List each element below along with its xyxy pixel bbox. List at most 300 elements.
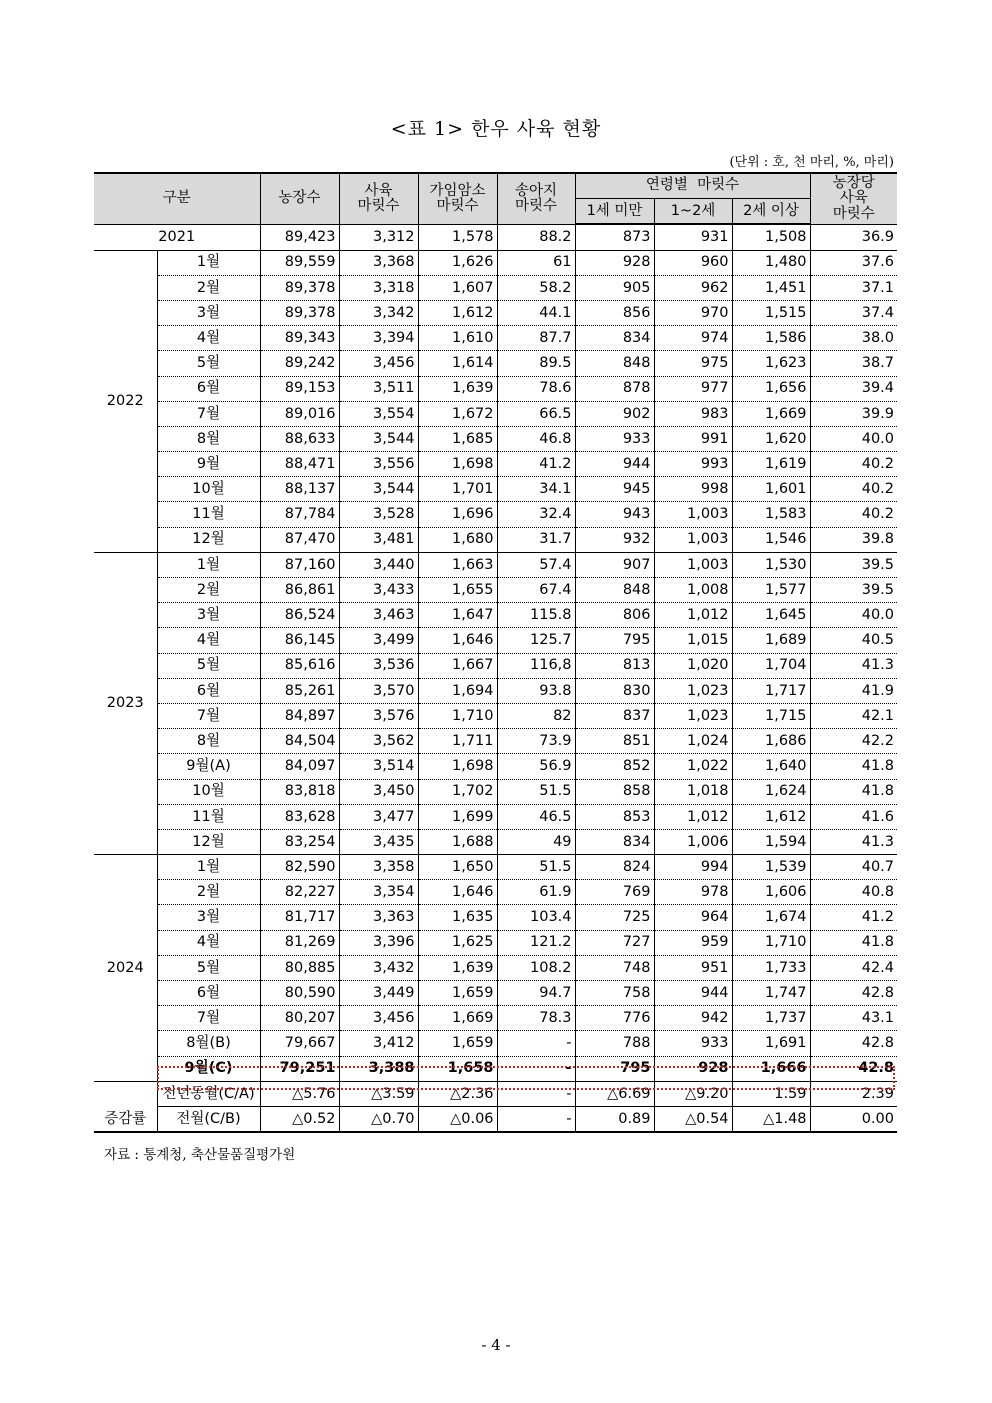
- value-cell: 79,251: [260, 1056, 339, 1081]
- value-cell: 1,606: [732, 880, 810, 905]
- header-farms: 농장수: [260, 173, 339, 224]
- value-cell: 991: [654, 426, 732, 451]
- value-cell: 1,577: [732, 578, 810, 603]
- value-cell: 41.2: [810, 905, 897, 930]
- value-cell: 776: [575, 1006, 654, 1031]
- value-cell: 93.8: [497, 678, 575, 703]
- value-cell: 1,659: [418, 1031, 497, 1056]
- header-by-age: 연령별 마릿수: [575, 173, 810, 199]
- value-cell: 1,737: [732, 1006, 810, 1031]
- value-cell: 3,363: [339, 905, 418, 930]
- value-cell: 1,578: [418, 224, 497, 250]
- value-cell: 1,539: [732, 855, 810, 880]
- value-cell: 81,717: [260, 905, 339, 930]
- value-cell: 1,694: [418, 678, 497, 703]
- value-cell: 94.7: [497, 981, 575, 1006]
- table-row: [94, 224, 897, 250]
- table-row: [94, 930, 897, 955]
- month-cell: 3월: [157, 603, 260, 628]
- value-cell: 975: [654, 351, 732, 376]
- value-cell: 1,699: [418, 804, 497, 829]
- value-cell: 1,546: [732, 527, 810, 552]
- table-row: [94, 351, 897, 376]
- value-cell: 1,620: [732, 426, 810, 451]
- value-cell: 1,698: [418, 452, 497, 477]
- table-row: [94, 1081, 897, 1106]
- table-row: [94, 955, 897, 980]
- change-label-cell: 증감률: [94, 1106, 157, 1132]
- value-cell: 73.9: [497, 729, 575, 754]
- value-cell: 3,456: [339, 351, 418, 376]
- value-cell: 86,145: [260, 628, 339, 653]
- value-cell: 58.2: [497, 275, 575, 300]
- value-cell: 3,396: [339, 930, 418, 955]
- value-cell: 0.89: [575, 1106, 654, 1132]
- value-cell: 1,646: [418, 628, 497, 653]
- value-cell: 66.5: [497, 401, 575, 426]
- value-cell: 1,610: [418, 326, 497, 351]
- year-cell: 2024: [94, 855, 157, 1082]
- value-cell: 1,655: [418, 578, 497, 603]
- unit-note: (단위 : 호, 천 마리, %, 마리): [729, 155, 894, 170]
- change-row-label: 전월(C/B): [157, 1106, 260, 1132]
- value-cell: 0.00: [810, 1106, 897, 1132]
- table-row: [94, 527, 897, 552]
- value-cell: 39.4: [810, 376, 897, 401]
- value-cell: 86,861: [260, 578, 339, 603]
- value-cell: 837: [575, 703, 654, 728]
- value-cell: 933: [654, 1031, 732, 1056]
- value-cell: △0.52: [260, 1106, 339, 1132]
- value-cell: 40.0: [810, 603, 897, 628]
- value-cell: 61: [497, 250, 575, 275]
- value-cell: 42.4: [810, 955, 897, 980]
- value-cell: 1,594: [732, 829, 810, 854]
- table-row: [94, 905, 897, 930]
- month-cell: 7월: [157, 1006, 260, 1031]
- value-cell: 116,8: [497, 653, 575, 678]
- value-cell: 1,658: [418, 1056, 497, 1081]
- value-cell: 89,423: [260, 224, 339, 250]
- value-cell: 3,544: [339, 426, 418, 451]
- value-cell: 88,471: [260, 452, 339, 477]
- table-row: [94, 829, 897, 854]
- month-cell: 3월: [157, 300, 260, 325]
- value-cell: 1,650: [418, 855, 497, 880]
- month-cell: 6월: [157, 678, 260, 703]
- value-cell: 1,614: [418, 351, 497, 376]
- year-cell: 2021: [94, 224, 260, 250]
- table-row: [94, 552, 897, 577]
- value-cell: 40.2: [810, 502, 897, 527]
- value-cell: △2.36: [418, 1081, 497, 1106]
- value-cell: 41.6: [810, 804, 897, 829]
- value-cell: 1,659: [418, 981, 497, 1006]
- value-cell: 89.5: [497, 351, 575, 376]
- value-cell: 121.2: [497, 930, 575, 955]
- value-cell: 40.0: [810, 426, 897, 451]
- table-row: [94, 250, 897, 275]
- month-cell: 1월: [157, 552, 260, 577]
- value-cell: 39.9: [810, 401, 897, 426]
- value-cell: 43.1: [810, 1006, 897, 1031]
- value-cell: 40.2: [810, 452, 897, 477]
- value-cell: 998: [654, 477, 732, 502]
- value-cell: 3,450: [339, 779, 418, 804]
- value-cell: 89,343: [260, 326, 339, 351]
- value-cell: 928: [654, 1056, 732, 1081]
- value-cell: 81,269: [260, 930, 339, 955]
- value-cell: 1,639: [418, 955, 497, 980]
- value-cell: 125.7: [497, 628, 575, 653]
- value-cell: 36.9: [810, 224, 897, 250]
- value-cell: 42.8: [810, 1031, 897, 1056]
- month-cell: 2월: [157, 275, 260, 300]
- value-cell: △0.06: [418, 1106, 497, 1132]
- value-cell: 1,733: [732, 955, 810, 980]
- value-cell: 3,312: [339, 224, 418, 250]
- value-cell: 1,583: [732, 502, 810, 527]
- value-cell: 943: [575, 502, 654, 527]
- value-cell: 974: [654, 326, 732, 351]
- month-cell: 6월: [157, 981, 260, 1006]
- value-cell: 39.8: [810, 527, 897, 552]
- value-cell: 1,646: [418, 880, 497, 905]
- value-cell: 1,674: [732, 905, 810, 930]
- value-cell: 1,685: [418, 426, 497, 451]
- value-cell: -: [497, 1031, 575, 1056]
- header-over-2: 2세 이상: [732, 199, 810, 225]
- value-cell: 758: [575, 981, 654, 1006]
- value-cell: 964: [654, 905, 732, 930]
- table-row: [94, 1056, 897, 1081]
- value-cell: 84,097: [260, 754, 339, 779]
- value-cell: 3,456: [339, 1006, 418, 1031]
- month-cell: 8월(B): [157, 1031, 260, 1056]
- value-cell: 1,018: [654, 779, 732, 804]
- value-cell: 3,388: [339, 1056, 418, 1081]
- value-cell: 3,440: [339, 552, 418, 577]
- value-cell: 1,624: [732, 779, 810, 804]
- month-cell: 3월: [157, 905, 260, 930]
- value-cell: 1,530: [732, 552, 810, 577]
- value-cell: 32.4: [497, 502, 575, 527]
- value-cell: 38.0: [810, 326, 897, 351]
- table-row: [94, 578, 897, 603]
- value-cell: 3,477: [339, 804, 418, 829]
- value-cell: 67.4: [497, 578, 575, 603]
- value-cell: 57.4: [497, 552, 575, 577]
- value-cell: 1,023: [654, 678, 732, 703]
- value-cell: 1,003: [654, 527, 732, 552]
- value-cell: 44.1: [497, 300, 575, 325]
- value-cell: 931: [654, 224, 732, 250]
- table-row: [94, 300, 897, 325]
- value-cell: 79,667: [260, 1031, 339, 1056]
- value-cell: 970: [654, 300, 732, 325]
- month-cell: 7월: [157, 401, 260, 426]
- change-label-cell: [94, 1081, 157, 1106]
- table-body: [94, 224, 897, 1132]
- value-cell: 3,556: [339, 452, 418, 477]
- value-cell: 1,640: [732, 754, 810, 779]
- value-cell: 769: [575, 880, 654, 905]
- table-row: [94, 981, 897, 1006]
- value-cell: 83,254: [260, 829, 339, 854]
- value-cell: 994: [654, 855, 732, 880]
- value-cell: 38.7: [810, 351, 897, 376]
- header-raised: [339, 173, 418, 224]
- value-cell: 41.9: [810, 678, 897, 703]
- value-cell: 1,680: [418, 527, 497, 552]
- value-cell: 1.59: [732, 1081, 810, 1106]
- month-cell: 6월: [157, 376, 260, 401]
- value-cell: 108.2: [497, 955, 575, 980]
- value-cell: △9.20: [654, 1081, 732, 1106]
- value-cell: 944: [654, 981, 732, 1006]
- value-cell: 945: [575, 477, 654, 502]
- value-cell: 725: [575, 905, 654, 930]
- value-cell: 3,481: [339, 527, 418, 552]
- value-cell: 85,261: [260, 678, 339, 703]
- value-cell: 1,639: [418, 376, 497, 401]
- value-cell: 928: [575, 250, 654, 275]
- table-row: [94, 1106, 897, 1132]
- month-cell: 5월: [157, 351, 260, 376]
- value-cell: 86,524: [260, 603, 339, 628]
- value-cell: 51.5: [497, 855, 575, 880]
- value-cell: 1,626: [418, 250, 497, 275]
- value-cell: -: [497, 1056, 575, 1081]
- value-cell: 983: [654, 401, 732, 426]
- value-cell: 3,318: [339, 275, 418, 300]
- table-row: [94, 426, 897, 451]
- value-cell: 3,536: [339, 653, 418, 678]
- value-cell: 46.5: [497, 804, 575, 829]
- value-cell: 858: [575, 779, 654, 804]
- header-raised-text: 사육 마릿수: [357, 182, 400, 214]
- value-cell: 824: [575, 855, 654, 880]
- value-cell: 87,470: [260, 527, 339, 552]
- value-cell: 1,012: [654, 804, 732, 829]
- value-cell: 88.2: [497, 224, 575, 250]
- hanwoo-table: [94, 172, 897, 1133]
- value-cell: 942: [654, 1006, 732, 1031]
- value-cell: 82,590: [260, 855, 339, 880]
- table-row: [94, 703, 897, 728]
- value-cell: -: [497, 1106, 575, 1132]
- table-row: [94, 401, 897, 426]
- value-cell: 3,499: [339, 628, 418, 653]
- month-cell: 9월(A): [157, 754, 260, 779]
- value-cell: 34.1: [497, 477, 575, 502]
- month-cell: 11월: [157, 804, 260, 829]
- value-cell: 89,242: [260, 351, 339, 376]
- value-cell: 80,207: [260, 1006, 339, 1031]
- month-cell: 2월: [157, 880, 260, 905]
- value-cell: 993: [654, 452, 732, 477]
- month-cell: 8월: [157, 426, 260, 451]
- table-row: [94, 855, 897, 880]
- value-cell: △1.48: [732, 1106, 810, 1132]
- table-row: [94, 502, 897, 527]
- value-cell: 41.8: [810, 930, 897, 955]
- value-cell: 40.8: [810, 880, 897, 905]
- value-cell: 1,586: [732, 326, 810, 351]
- value-cell: 3,463: [339, 603, 418, 628]
- value-cell: 3,528: [339, 502, 418, 527]
- value-cell: 42.1: [810, 703, 897, 728]
- value-cell: 56.9: [497, 754, 575, 779]
- table-row: [94, 804, 897, 829]
- value-cell: 1,024: [654, 729, 732, 754]
- value-cell: 37.1: [810, 275, 897, 300]
- value-cell: 830: [575, 678, 654, 703]
- value-cell: 1,619: [732, 452, 810, 477]
- value-cell: 1,006: [654, 829, 732, 854]
- value-cell: 3,433: [339, 578, 418, 603]
- value-cell: 83,628: [260, 804, 339, 829]
- value-cell: 960: [654, 250, 732, 275]
- value-cell: 42.8: [810, 981, 897, 1006]
- value-cell: 902: [575, 401, 654, 426]
- value-cell: 1,666: [732, 1056, 810, 1081]
- source-note: 자료 : 통계청, 축산물품질평가원: [104, 1147, 296, 1163]
- value-cell: 41.3: [810, 653, 897, 678]
- value-cell: 41.3: [810, 829, 897, 854]
- month-cell: 8월: [157, 729, 260, 754]
- value-cell: 82: [497, 703, 575, 728]
- value-cell: 1,012: [654, 603, 732, 628]
- value-cell: 3,554: [339, 401, 418, 426]
- value-cell: 848: [575, 351, 654, 376]
- value-cell: 1,715: [732, 703, 810, 728]
- value-cell: 1,515: [732, 300, 810, 325]
- value-cell: △3.59: [339, 1081, 418, 1106]
- value-cell: 878: [575, 376, 654, 401]
- table-row: [94, 779, 897, 804]
- value-cell: 3,449: [339, 981, 418, 1006]
- table-title: <표 1> 한우 사육 현황: [390, 118, 602, 140]
- value-cell: 727: [575, 930, 654, 955]
- value-cell: 1,667: [418, 653, 497, 678]
- value-cell: 1,701: [418, 477, 497, 502]
- value-cell: 1,717: [732, 678, 810, 703]
- table-row: [94, 1031, 897, 1056]
- value-cell: 103.4: [497, 905, 575, 930]
- value-cell: 795: [575, 628, 654, 653]
- value-cell: 1,672: [418, 401, 497, 426]
- value-cell: 2.39: [810, 1081, 897, 1106]
- value-cell: 1,020: [654, 653, 732, 678]
- value-cell: 3,435: [339, 829, 418, 854]
- value-cell: 932: [575, 527, 654, 552]
- table-row: [94, 275, 897, 300]
- value-cell: 1,686: [732, 729, 810, 754]
- value-cell: 82,227: [260, 880, 339, 905]
- value-cell: 1,023: [654, 703, 732, 728]
- table-row: [94, 326, 897, 351]
- year-cell: 2022: [94, 250, 157, 552]
- value-cell: 87,784: [260, 502, 339, 527]
- header-calves-text: 송아지 마릿수: [515, 182, 558, 214]
- value-cell: 78.6: [497, 376, 575, 401]
- table-row: [94, 880, 897, 905]
- value-cell: 51.5: [497, 779, 575, 804]
- value-cell: 1,689: [732, 628, 810, 653]
- value-cell: 1,003: [654, 552, 732, 577]
- value-cell: 1,710: [732, 930, 810, 955]
- value-cell: 87.7: [497, 326, 575, 351]
- value-cell: 85,616: [260, 653, 339, 678]
- value-cell: 1,508: [732, 224, 810, 250]
- value-cell: 1,015: [654, 628, 732, 653]
- month-cell: 2월: [157, 578, 260, 603]
- value-cell: △6.69: [575, 1081, 654, 1106]
- header-calves: [497, 173, 575, 224]
- value-cell: 3,562: [339, 729, 418, 754]
- value-cell: 40.2: [810, 477, 897, 502]
- value-cell: -: [497, 1081, 575, 1106]
- value-cell: 1,747: [732, 981, 810, 1006]
- value-cell: 873: [575, 224, 654, 250]
- value-cell: 78.3: [497, 1006, 575, 1031]
- header-1-to-2: 1~2세: [654, 199, 732, 225]
- value-cell: 1,635: [418, 905, 497, 930]
- table-row: [94, 477, 897, 502]
- value-cell: 834: [575, 829, 654, 854]
- value-cell: 856: [575, 300, 654, 325]
- month-cell: 4월: [157, 930, 260, 955]
- header-breeding-cows: [418, 173, 497, 224]
- value-cell: 1,645: [732, 603, 810, 628]
- value-cell: 3,368: [339, 250, 418, 275]
- value-cell: 3,432: [339, 955, 418, 980]
- value-cell: 3,511: [339, 376, 418, 401]
- table-row: [94, 754, 897, 779]
- month-cell: 5월: [157, 653, 260, 678]
- value-cell: 1,623: [732, 351, 810, 376]
- table-row: [94, 452, 897, 477]
- value-cell: 89,378: [260, 300, 339, 325]
- value-cell: △0.70: [339, 1106, 418, 1132]
- month-cell: 9월: [157, 452, 260, 477]
- value-cell: 1,702: [418, 779, 497, 804]
- value-cell: 933: [575, 426, 654, 451]
- value-cell: 3,570: [339, 678, 418, 703]
- value-cell: 41.8: [810, 779, 897, 804]
- value-cell: 39.5: [810, 578, 897, 603]
- value-cell: 1,647: [418, 603, 497, 628]
- value-cell: 848: [575, 578, 654, 603]
- month-cell: 1월: [157, 250, 260, 275]
- value-cell: 1,691: [732, 1031, 810, 1056]
- value-cell: 84,504: [260, 729, 339, 754]
- value-cell: 40.5: [810, 628, 897, 653]
- value-cell: 89,378: [260, 275, 339, 300]
- header-breeding_cows-text: 가임암소 마릿수: [429, 182, 486, 214]
- value-cell: 1,669: [732, 401, 810, 426]
- month-cell: 11월: [157, 502, 260, 527]
- value-cell: 851: [575, 729, 654, 754]
- page-number: - 4 -: [481, 1336, 511, 1354]
- month-cell: 12월: [157, 527, 260, 552]
- month-cell: 10월: [157, 779, 260, 804]
- value-cell: 1,656: [732, 376, 810, 401]
- header-category: 구분: [94, 173, 260, 224]
- value-cell: 89,153: [260, 376, 339, 401]
- value-cell: 3,576: [339, 703, 418, 728]
